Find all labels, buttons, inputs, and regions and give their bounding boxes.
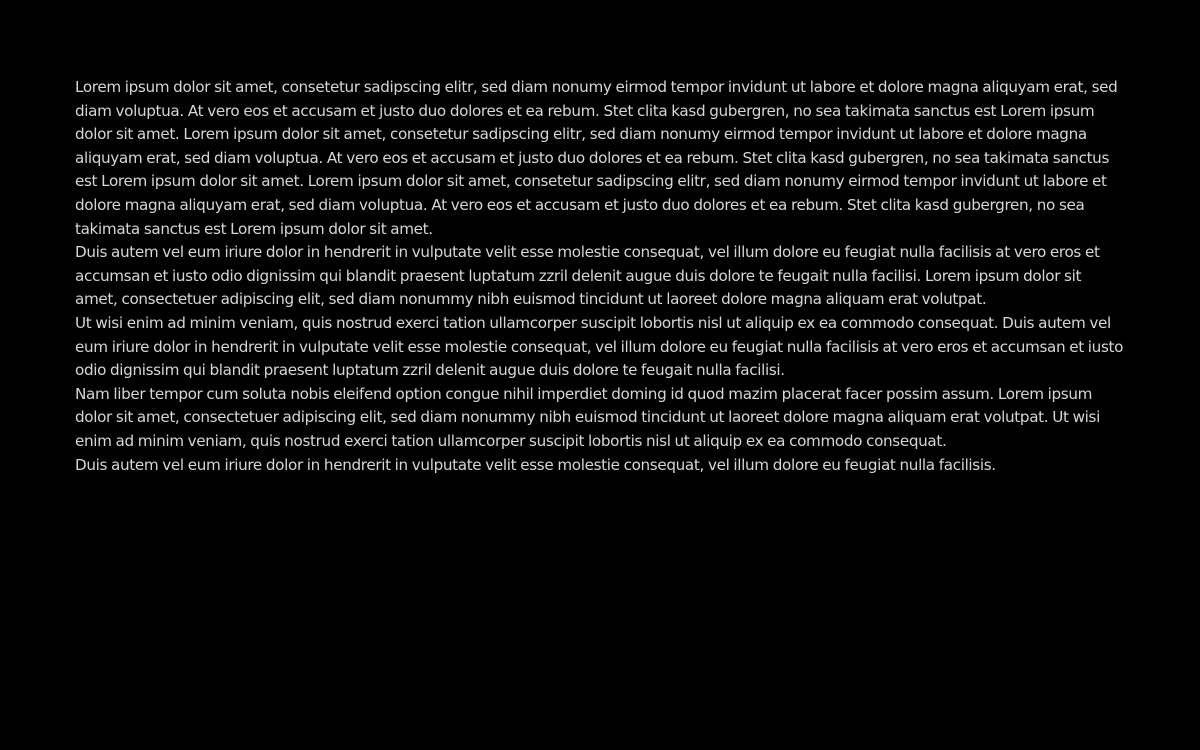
paragraph-1: Lorem ipsum dolor sit amet, consetetur sadipscing elitr, sed diam nonumy eirmod tempor invidunt ut labore et dolore magna aliquyam erat, sed diam voluptua. At vero eos et accusam et justo duo dolores et ea rebum. Stet clita kasd gubergren, no sea takimata sanctus est Lorem ipsum dolor sit amet. Lorem ipsum dolor sit amet, consetetur sadipscing elitr, sed diam nonumy eirmod tempor invidunt ut labore et dolore magna aliquyam erat, sed diam voluptua. At vero eos et accusam et justo duo dolores et ea rebum. Stet clita kasd gubergren, no sea takimata sanctus est Lorem ipsum dolor sit amet. Lorem ipsum dolor sit amet, consetetur sadipscing elitr, sed diam nonumy eirmod tempor invidunt ut labore et dolore magna aliquyam erat, sed diam voluptua. At vero eos et accusam et justo duo dolores et ea rebum. Stet clita kasd gubergren, no sea takimata sanctus est Lorem ipsum dolor sit amet. xyxy=(75,78,1118,238)
paragraph-3: Ut wisi enim ad minim veniam, quis nostrud exerci tation ullamcorper suscipit lobortis nisl ut aliquip ex ea commodo consequat. Duis autem vel eum iriure dolor in hendrerit in vulputate velit esse molestie consequat, vel illum dolore eu feugiat nulla facilisis at vero eros et accumsan et iusto odio dignissim qui blandit praesent luptatum zzril delenit augue duis dolore te feugait nulla facilisi. xyxy=(75,313,1124,380)
text-block xyxy=(75,76,1125,477)
paragraph-2: Duis autem vel eum iriure dolor in hendrerit in vulputate velit esse molestie consequat, vel illum dolore eu feugiat nulla facilisis at vero eros et accumsan et iusto odio dignissim qui blandit praesent luptatum zzril delenit augue duis dolore te feugait nulla facilisi. Lorem ipsum dolor sit amet, consectetuer adipiscing elit, sed diam nonummy nibh euismod tincidunt ut laoreet dolore magna aliquam erat volutpat. xyxy=(75,243,1100,309)
paragraph-5: Duis autem vel eum iriure dolor in hendrerit in vulputate velit esse molestie consequat, vel illum dolore eu feugiat nulla facilisis. xyxy=(75,455,996,474)
paragraph-4: Nam liber tempor cum soluta nobis eleifend option congue nihil imperdiet doming id quod mazim placerat facer possim assum. Lorem ipsum dolor sit amet, consectetuer adipiscing elit, sed diam nonummy nibh euismod tincidunt ut laoreet dolore magna aliquam erat volutpat. Ut wisi enim ad minim veniam, quis nostrud exerci tation ullamcorper suscipit lobortis nisl ut aliquip ex ea commodo consequat. xyxy=(75,384,1100,450)
